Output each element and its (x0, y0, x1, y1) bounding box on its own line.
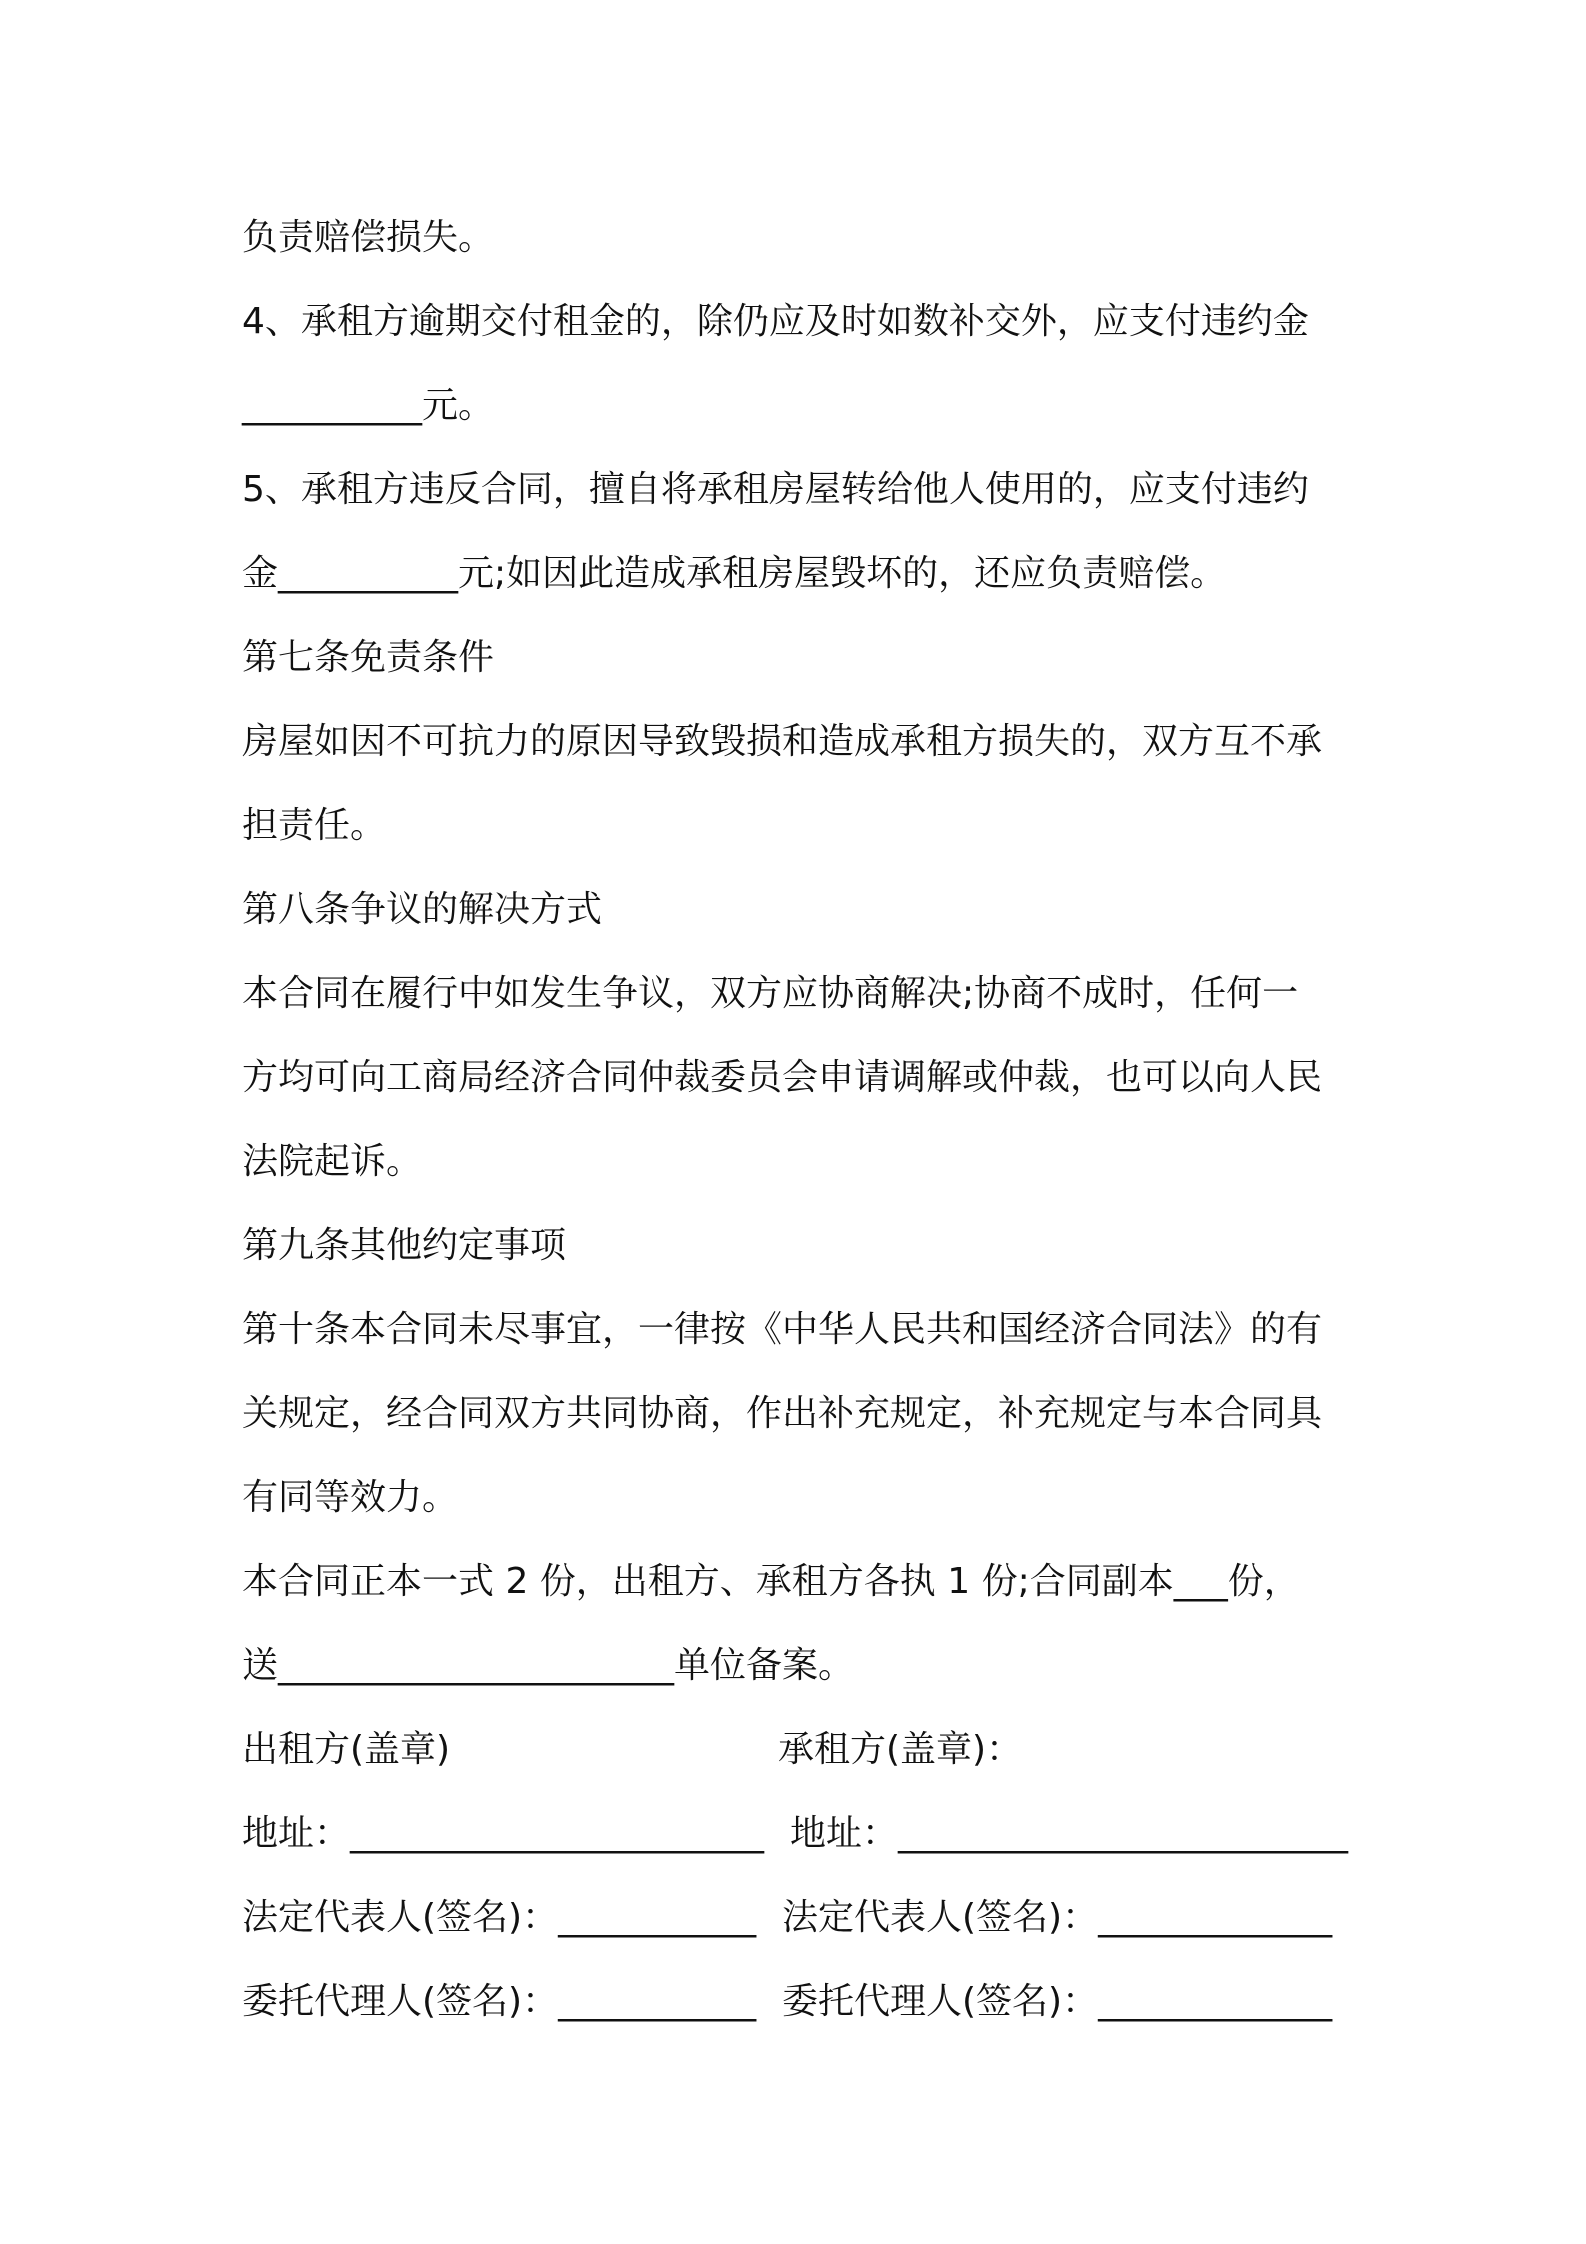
lessor-title: 出租方(盖章) (242, 1729, 451, 1770)
lessee-legal-rep-field: 法定代表人(签名)：_____________ (782, 1897, 1333, 1938)
signature-address-row (242, 1792, 1362, 1876)
copies-line: 本合同正本一式 2 份，出租方、承租方各执 1 份;合同副本___份， (242, 1561, 1300, 1602)
text-line: 金__________元;如因此造成承租房屋毁坏的，还应负责赔偿。 (242, 553, 1227, 594)
text-line: 关规定，经合同双方共同协商，作出补充规定，补充规定与本合同具 (242, 1393, 1323, 1434)
signature-title-row (242, 1708, 1362, 1792)
lessor-address-field: 地址：_______________________ (242, 1813, 765, 1854)
filing-line: 送______________________单位备案。 (242, 1645, 855, 1686)
text-line: 房屋如因不可抗力的原因导致毁损和造成承租方损失的，双方互不承 (242, 721, 1323, 762)
document-page (242, 196, 1362, 2044)
article-heading-9: 第九条其他约定事项 (242, 1225, 567, 1266)
text-line: 有同等效力。 (242, 1477, 459, 1518)
text-line: __________元。 (242, 385, 495, 426)
article-10-line: 第十条本合同未尽事宜，一律按《中华人民共和国经济合同法》的有 (242, 1309, 1323, 1350)
text-line: 法院起诉。 (242, 1141, 423, 1182)
lessor-agent-field: 委托代理人(签名)：___________ (242, 1981, 757, 2022)
signature-agent-row (242, 1960, 1362, 2044)
article-heading-8: 第八条争议的解决方式 (242, 889, 603, 930)
clause-penalty-late-rent: 4、承租方逾期交付租金的，除仍应及时如数补交外，应支付违约金 (242, 301, 1309, 342)
article-heading-7: 第七条免责条件 (242, 637, 495, 678)
lessor-legal-rep-field: 法定代表人(签名)：___________ (242, 1897, 757, 1938)
lessee-agent-field: 委托代理人(签名)：_____________ (782, 1981, 1333, 2022)
signature-legal-rep-row (242, 1876, 1362, 1960)
text-line: 本合同在履行中如发生争议，双方应协商解决;协商不成时，任何一 (242, 973, 1299, 1014)
lessee-address-field: 地址：_________________________ (790, 1813, 1349, 1854)
text-line: 方均可向工商局经济合同仲裁委员会申请调解或仲裁，也可以向人民 (242, 1057, 1323, 1098)
clause-penalty-sublet: 5、承租方违反合同，擅自将承租房屋转给他人使用的，应支付违约 (242, 469, 1309, 510)
text-line: 负责赔偿损失。 (242, 217, 495, 258)
lessee-title: 承租方(盖章)： (778, 1729, 1023, 1770)
text-line: 担责任。 (242, 805, 387, 846)
